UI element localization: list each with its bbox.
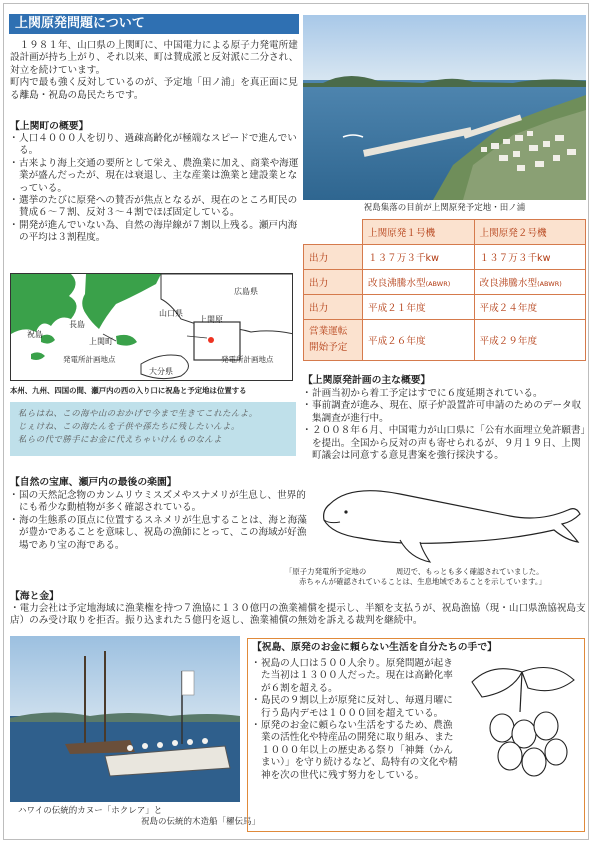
list-item: ・ 計画当初から着工予定はすでに６度延期されている。 xyxy=(303,388,586,400)
table-row xyxy=(304,320,586,361)
table-row-label: 出力 xyxy=(304,295,363,320)
map-label-nagashima: 長島 xyxy=(69,320,85,329)
region-map xyxy=(10,273,293,381)
canoe-photo-caption xyxy=(10,806,260,828)
list-item: ・ 古来より海上交通の要所として栄え、農漁業に加え、商業や海運業が盛んだったが、現在は衰退し、主な産業は漁業と建設業となっている。 xyxy=(10,158,300,195)
quote-line: 私らの代で勝手にお金に代えちゃいけんものなんよ xyxy=(18,434,223,444)
map-label-plant-inset: 発電所計画地点 xyxy=(221,355,274,364)
list-item: ・ 人口４０００人を切り、過疎高齢化が極端なスピードで進んでいる。 xyxy=(10,133,300,158)
canoe-caption-line: ハワイの伝統的カヌー「ホクレア」と xyxy=(18,806,163,816)
intro-paragraph: １９８１年、山口県の上関町に、中国電力による原子力発電所建設計画が持ち上がり、それ以来、町は賛成派と反対派に二分され、対立を続けています。 xyxy=(10,40,299,76)
overview-list xyxy=(10,133,300,245)
harbor-photo xyxy=(303,15,586,200)
map-label-iwaishima: 祝島 xyxy=(27,330,43,339)
map-label-plant: 発電所計画地点 xyxy=(63,355,116,364)
map-label-hiroshima: 広島県 xyxy=(234,287,258,296)
islander-quote xyxy=(10,402,296,456)
table-header-cell: 上関原発２号機 xyxy=(474,220,586,245)
nature-heading: 【自然の宝庫、瀬戸内の最後の楽園】 xyxy=(10,477,177,488)
table-row xyxy=(304,295,586,320)
table-row xyxy=(304,270,586,295)
list-item: ・ 事前調査が進み、現在、原子炉設置許可申請のためのデータ収集調査が進行中。 xyxy=(303,400,586,425)
money-text: ・電力会社は予定地海域に漁業権を持つ７漁協に１３０億円の漁業補償を提示し、半額を支払うが、祝島漁協（現・山口県漁協祝島支店）のみ受け取りを拒否。振り込まれた５億円を返し、漁業補償の無効を訴える裁判を継続中。 xyxy=(10,603,586,627)
map-label-yamaguchi: 山口県 xyxy=(159,309,183,318)
page-title: 上関原発問題について xyxy=(9,14,299,34)
table-cell xyxy=(474,270,586,295)
life-list xyxy=(252,658,462,782)
nature-list xyxy=(10,490,312,552)
table-header-cell: 上関原発１号機 xyxy=(363,220,475,245)
canoe-photo-image xyxy=(10,636,240,802)
table-cell: １３７万３千kw xyxy=(474,245,586,270)
plan-heading: 【上関原発計画の主な概要】 xyxy=(303,375,431,386)
table-row-label: 営業運転 開始予定 xyxy=(304,320,363,361)
plan-list xyxy=(303,388,586,462)
table-cell-suffix: (ABWR) xyxy=(425,280,451,288)
map-label-kaminoseki: 上関町 xyxy=(89,337,113,346)
porpoise-caption xyxy=(285,567,585,587)
list-item: ・ 開発が進んでいない為、自然の海岸線が７割以上残る。瀬戸内海の平均は３割程度。 xyxy=(10,220,300,245)
table-cell-text: 改良沸騰水型 xyxy=(479,278,538,289)
table-corner-cell xyxy=(304,220,363,245)
table-cell: 平成２９年度 xyxy=(474,320,586,361)
canoe-photo xyxy=(10,636,240,802)
list-item: ・ ２００８年６月、中国電力が山口県に「公有水面埋立免許願書」を提出。全国から反対の声も寄せられるが、９月１９日、上関町議会は同意する意見書案を強行採決する。 xyxy=(303,425,586,462)
porpoise-caption-line: 赤ちゃんが確認されていることは、生息地域であることを示しています。」 xyxy=(299,577,546,586)
intro-paragraph: 町内で最も強く反対しているのが、予定地「田ノ浦」を真正面に見る離島・祝島の島民たちです。 xyxy=(10,77,298,101)
canoe-caption-line: 祝島の伝統的木造船「櫂伝馬」 xyxy=(140,817,260,827)
table-row xyxy=(304,245,586,270)
list-item: ・ 祝島の人口は５００人余り。原発問題が起きた当初は１３００人だった。現在は高齢化率が６割を超える。 xyxy=(252,658,462,695)
list-item: ・ 島民の９割以上が原発に反対し、毎週月曜に行う島内デモは１０００回を超えている。 xyxy=(252,695,462,720)
quote-line: じぇけね、この海たんを子供や孫たちに残したいんよ。 xyxy=(18,421,240,431)
table-row-label: 出力 xyxy=(304,270,363,295)
table-cell xyxy=(363,270,475,295)
table-row-label: 出力 xyxy=(304,245,363,270)
harbor-photo-image xyxy=(303,15,586,200)
life-heading: 【祝島、原発のお金に頼らない生活を自分たちの手で】 xyxy=(252,642,497,653)
list-item: ・ 海の生態系の頂点に位置するスネメリが生息することは、海と海藻が豊かであることを意味し、祝島の漁師にとって、この海域が好漁場であり宝の海である。 xyxy=(10,515,312,552)
table-cell-suffix: (ABWR) xyxy=(537,280,562,288)
table-cell: 平成２６年度 xyxy=(363,320,475,361)
table-cell: 平成２４年度 xyxy=(474,295,586,320)
map-label-kaminoseki-inset: 上関原 xyxy=(199,315,223,324)
harbor-photo-caption: 祝島集落の目前が上関原発予定地・田ノ浦 xyxy=(363,203,526,213)
map-label-oita: 大分県 xyxy=(149,367,173,376)
overview-heading: 【上関町の概要】 xyxy=(10,121,89,132)
porpoise-caption-line: 「原子力発電所予定地の 周辺で、もっとも多く確認されていました。 xyxy=(285,567,544,576)
finless-porpoise-illustration xyxy=(310,476,586,568)
money-heading: 【海と金】 xyxy=(10,591,59,602)
map-caption: 本州、九州、四国の間、瀬戸内の西の入り口に祝島と予定地は位置する xyxy=(10,386,247,395)
table-cell: 平成２１年度 xyxy=(363,295,475,320)
list-item: ・ 原発のお金に頼らない生活をするため、農漁業の活性化や特産品の開発に取り組み、また１０００年以上の歴史ある祭り「神舞（かんまい）」を守り続けるなど、島特有の文化や精神を次の世代に残す努力をしている。 xyxy=(252,720,462,782)
table-cell: １３７万３千kw xyxy=(363,245,475,270)
intro-text xyxy=(10,40,300,102)
list-item: ・ 国の天然記念物のカンムリウミスズメやスナメリが生息し、世界的にも希少な動植物が多く確認されている。 xyxy=(10,490,312,515)
table-cell-text: 改良沸騰水型 xyxy=(368,278,426,289)
table-header-row xyxy=(304,220,586,245)
loquat-illustration xyxy=(462,652,582,792)
spec-table xyxy=(303,219,586,361)
quote-line: 私らはね、この海や山のおかげで今まで生きてこれたんよ。 xyxy=(18,408,258,418)
list-item: ・ 選挙のたびに原発への賛否が焦点となるが、現在のところ町民の賛成６～７割、反対３～４割でほぼ固定している。 xyxy=(10,195,300,220)
